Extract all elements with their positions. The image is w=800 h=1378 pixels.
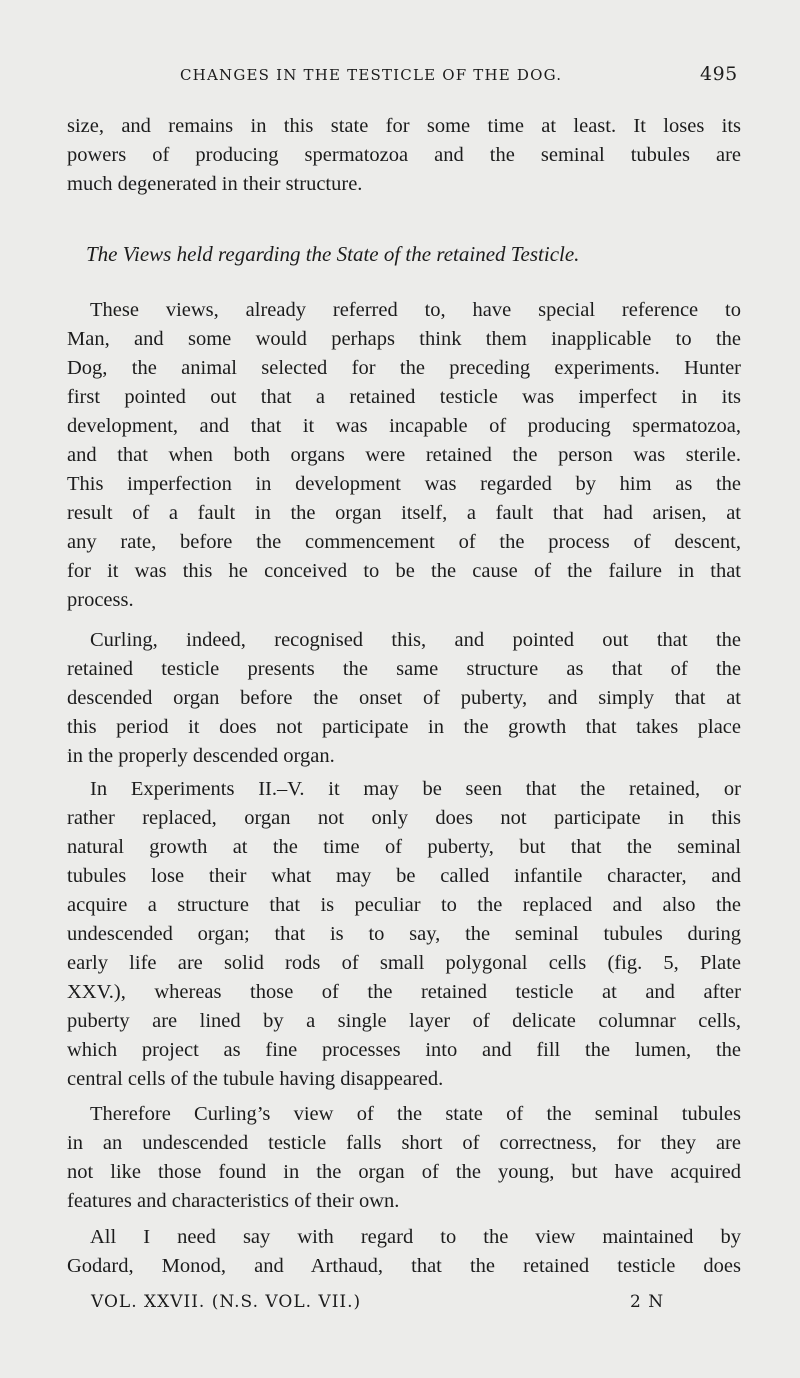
text-line: in the properly descended organ. — [67, 745, 335, 767]
text-line: These views, already referred to, have special reference to — [90, 299, 741, 321]
text-line: Therefore Curling’s view of the state of the seminal tubules — [90, 1103, 741, 1125]
text-line: natural growth at the time of puberty, but that the seminal — [67, 836, 741, 858]
text-line: All I need say with regard to the view maintained by — [90, 1226, 741, 1248]
text-line: retained testicle presents the same structure as that of the — [67, 658, 741, 680]
text-line: early life are solid rods of small polygonal cells (fig. 5, Plate — [67, 952, 741, 974]
running-head: CHANGES IN THE TESTICLE OF THE DOG. — [180, 66, 563, 84]
text-line: not like those found in the organ of the young, but have acquired — [67, 1161, 741, 1183]
signature-mark: 2 N — [630, 1292, 665, 1312]
text-line: size, and remains in this state for some time at least. It loses its — [67, 115, 741, 137]
text-line: acquire a structure that is peculiar to the replaced and also the — [67, 894, 741, 916]
volume-footer: VOL. XXVII. (N.S. VOL. VII.) — [91, 1292, 362, 1312]
text-line: central cells of the tubule having disappeared. — [67, 1068, 444, 1090]
text-line: descended organ before the onset of puberty, and simply that at — [67, 687, 741, 709]
text-line: this period it does not participate in the growth that takes place — [67, 716, 741, 738]
text-line: XXV.), whereas those of the retained testicle at and after — [67, 981, 741, 1003]
text-line: development, and that it was incapable of producing spermatozoa, — [67, 415, 741, 437]
text-line: any rate, before the commencement of the process of descent, — [67, 531, 741, 553]
text-line: powers of producing spermatozoa and the seminal tubules are — [67, 144, 741, 166]
text-line: process. — [67, 589, 134, 611]
text-line: Man, and some would perhaps think them inapplicable to the — [67, 328, 741, 350]
page-number: 495 — [700, 63, 738, 85]
text-line: for it was this he conceived to be the cause of the failure in that — [67, 560, 741, 582]
text-line: Curling, indeed, recognised this, and pointed out that the — [90, 629, 741, 651]
section-heading: The Views held regarding the State of the retained Testicle. — [86, 242, 580, 266]
text-line: features and characteristics of their own. — [67, 1190, 400, 1212]
text-line: first pointed out that a retained testicle was imperfect in its — [67, 386, 741, 408]
text-line: tubules lose their what may be called infantile character, and — [67, 865, 741, 887]
text-line: result of a fault in the organ itself, a fault that had arisen, at — [67, 502, 741, 524]
text-line: Dog, the animal selected for the preceding experiments. Hunter — [67, 357, 741, 379]
text-line: in an undescended testicle falls short of correctness, for they are — [67, 1132, 741, 1154]
text-line: rather replaced, organ not only does not participate in this — [67, 807, 741, 829]
text-line: much degenerated in their structure. — [67, 173, 363, 195]
text-line: undescended organ; that is to say, the seminal tubules during — [67, 923, 741, 945]
text-line: and that when both organs were retained the person was sterile. — [67, 444, 741, 466]
text-line: Godard, Monod, and Arthaud, that the retained testicle does — [67, 1255, 741, 1277]
text-line: puberty are lined by a single layer of delicate columnar cells, — [67, 1010, 741, 1032]
text-line: In Experiments II.–V. it may be seen that the retained, or — [90, 778, 741, 800]
text-line: which project as fine processes into and fill the lumen, the — [67, 1039, 741, 1061]
text-line: This imperfection in development was regarded by him as the — [67, 473, 741, 495]
